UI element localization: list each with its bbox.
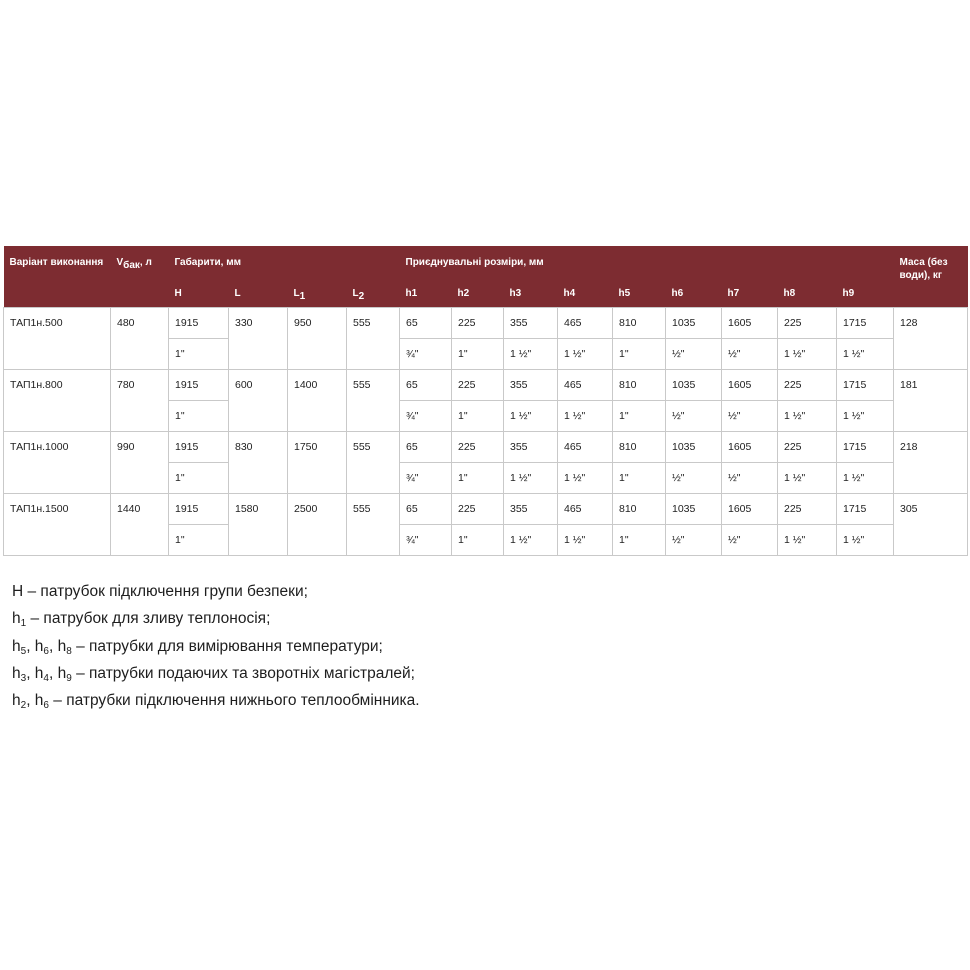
legend-subscript: 2 xyxy=(20,700,27,712)
h9-cell: 1715 xyxy=(837,370,894,401)
h4-cell: 465 xyxy=(558,370,613,401)
h8-cell: 225 xyxy=(778,370,837,401)
header-L2-letter: L xyxy=(352,288,359,299)
legend-line xyxy=(12,633,420,660)
h8-thread-cell: 1 ½" xyxy=(778,525,837,556)
h7-thread-cell: ½" xyxy=(722,401,778,432)
h8-cell: 225 xyxy=(778,308,837,339)
h4-thread-cell: 1 ½" xyxy=(558,401,613,432)
mass-cell: 218 xyxy=(894,432,968,494)
legend-notes xyxy=(12,578,420,714)
legend-line xyxy=(12,605,420,632)
legend-text: , h xyxy=(26,692,44,710)
h5-cell: 810 xyxy=(613,494,666,525)
legend-text: – патрубок підключення групи безпеки; xyxy=(23,583,308,600)
legend-text: h xyxy=(12,664,21,682)
h6-thread-cell: ½" xyxy=(666,525,722,556)
length2-cell: 555 xyxy=(347,370,400,432)
h7-thread-cell: ½" xyxy=(722,463,778,494)
specs-table-wrapper xyxy=(3,246,967,556)
h6-thread-cell: ½" xyxy=(666,339,722,370)
header-dimensions: Габарити, мм xyxy=(169,246,400,278)
volume-cell: 990 xyxy=(111,432,169,494)
table-row xyxy=(4,494,968,525)
h2-thread-cell: 1" xyxy=(452,463,504,494)
h2-cell: 225 xyxy=(452,432,504,463)
legend-line xyxy=(12,687,420,714)
legend-text: h xyxy=(12,692,21,710)
h4-cell: 465 xyxy=(558,494,613,525)
h1-thread-cell: ¾" xyxy=(400,463,452,494)
table-row xyxy=(4,370,968,401)
h3-cell: 355 xyxy=(504,494,558,525)
h5-thread-cell: 1" xyxy=(613,401,666,432)
header-L2-sub: 2 xyxy=(358,291,365,302)
h3-cell: 355 xyxy=(504,432,558,463)
header-L1-sub: 1 xyxy=(299,291,306,302)
h1-thread-cell: ¾" xyxy=(400,525,452,556)
header-h4: h4 xyxy=(558,278,613,308)
legend-text: – патрубки підключення нижнього теплообмінника. xyxy=(48,692,420,710)
mass-cell: 128 xyxy=(894,308,968,370)
h8-thread-cell: 1 ½" xyxy=(778,401,837,432)
table-row xyxy=(4,432,968,463)
specs-table-body xyxy=(4,308,968,556)
header-L2 xyxy=(347,278,400,308)
h6-thread-cell: ½" xyxy=(666,401,722,432)
header-H: H xyxy=(169,278,229,308)
h2-thread-cell: 1" xyxy=(452,401,504,432)
h9-cell: 1715 xyxy=(837,308,894,339)
h7-thread-cell: ½" xyxy=(722,525,778,556)
h5-cell: 810 xyxy=(613,370,666,401)
h8-cell: 225 xyxy=(778,494,837,525)
h7-cell: 1605 xyxy=(722,308,778,339)
h6-thread-cell: ½" xyxy=(666,463,722,494)
h8-thread-cell: 1 ½" xyxy=(778,339,837,370)
height-thread-cell: 1" xyxy=(169,525,229,556)
length2-cell: 555 xyxy=(347,494,400,556)
header-L: L xyxy=(229,278,288,308)
header-h3: h3 xyxy=(504,278,558,308)
legend-subscript: 1 xyxy=(20,618,27,630)
h7-thread-cell: ½" xyxy=(722,339,778,370)
variant-cell: ТАП1н.800 xyxy=(4,370,111,432)
legend-subscript: 6 xyxy=(43,700,49,712)
table-row xyxy=(4,308,968,339)
header-L1-letter: L xyxy=(293,288,300,299)
mass-cell: 305 xyxy=(894,494,968,556)
legend-text: – патрубки для вимірювання температури; xyxy=(71,637,383,655)
h5-cell: 810 xyxy=(613,308,666,339)
h9-cell: 1715 xyxy=(837,432,894,463)
height-cell: 1915 xyxy=(169,370,229,401)
h9-cell: 1715 xyxy=(837,494,894,525)
legend-line xyxy=(12,660,420,687)
legend-line xyxy=(12,578,420,605)
h6-cell: 1035 xyxy=(666,308,722,339)
h5-cell: 810 xyxy=(613,432,666,463)
h5-thread-cell: 1" xyxy=(613,339,666,370)
h8-cell: 225 xyxy=(778,432,837,463)
legend-subscript: 6 xyxy=(43,645,49,657)
legend-text: – патрубки подаючих та зворотніх магістралей; xyxy=(71,664,415,682)
height-cell: 1915 xyxy=(169,308,229,339)
header-variant: Варіант виконання xyxy=(4,246,111,308)
height-thread-cell: 1" xyxy=(169,401,229,432)
h7-cell: 1605 xyxy=(722,494,778,525)
legend-subscript: 9 xyxy=(66,672,72,684)
height-thread-cell: 1" xyxy=(169,463,229,494)
h2-cell: 225 xyxy=(452,494,504,525)
legend-text: , h xyxy=(48,637,67,655)
h2-cell: 225 xyxy=(452,370,504,401)
length-cell: 1580 xyxy=(229,494,288,556)
h9-thread-cell: 1 ½" xyxy=(837,339,894,370)
legend-subscript: 8 xyxy=(66,645,72,657)
legend-text: h xyxy=(12,637,21,655)
header-L1 xyxy=(288,278,347,308)
h3-thread-cell: 1 ½" xyxy=(504,401,558,432)
h3-thread-cell: 1 ½" xyxy=(504,463,558,494)
legend-subscript: 5 xyxy=(20,645,27,657)
length2-cell: 555 xyxy=(347,308,400,370)
legend-text: , h xyxy=(48,664,67,682)
header-connections: Приєднувальні розміри, мм xyxy=(400,246,894,278)
header-h1: h1 xyxy=(400,278,452,308)
header-h6: h6 xyxy=(666,278,722,308)
header-mass: Маса (без води), кг xyxy=(894,246,968,308)
h6-cell: 1035 xyxy=(666,494,722,525)
h4-cell: 465 xyxy=(558,308,613,339)
length1-cell: 950 xyxy=(288,308,347,370)
length2-cell: 555 xyxy=(347,432,400,494)
h1-cell: 65 xyxy=(400,308,452,339)
header-volume-letter: V xyxy=(116,257,124,268)
h1-thread-cell: ¾" xyxy=(400,401,452,432)
length-cell: 330 xyxy=(229,308,288,370)
volume-cell: 1440 xyxy=(111,494,169,556)
h2-cell: 225 xyxy=(452,308,504,339)
h6-cell: 1035 xyxy=(666,432,722,463)
header-volume-sub: бак xyxy=(123,260,140,271)
length1-cell: 1750 xyxy=(288,432,347,494)
header-h2: h2 xyxy=(452,278,504,308)
h9-thread-cell: 1 ½" xyxy=(837,401,894,432)
length1-cell: 2500 xyxy=(288,494,347,556)
h3-cell: 355 xyxy=(504,370,558,401)
h3-thread-cell: 1 ½" xyxy=(504,525,558,556)
volume-cell: 480 xyxy=(111,308,169,370)
length-cell: 830 xyxy=(229,432,288,494)
legend-text: , h xyxy=(26,637,44,655)
h1-cell: 65 xyxy=(400,432,452,463)
length1-cell: 1400 xyxy=(288,370,347,432)
height-thread-cell: 1" xyxy=(169,339,229,370)
h3-cell: 355 xyxy=(504,308,558,339)
header-h5: h5 xyxy=(613,278,666,308)
legend-subscript: 4 xyxy=(43,672,49,684)
h5-thread-cell: 1" xyxy=(613,525,666,556)
h7-cell: 1605 xyxy=(722,370,778,401)
h9-thread-cell: 1 ½" xyxy=(837,463,894,494)
legend-subscript: 3 xyxy=(20,672,27,684)
h6-cell: 1035 xyxy=(666,370,722,401)
length-cell: 600 xyxy=(229,370,288,432)
header-volume xyxy=(111,246,169,308)
legend-text: h xyxy=(12,610,21,628)
height-cell: 1915 xyxy=(169,494,229,525)
h5-thread-cell: 1" xyxy=(613,463,666,494)
h8-thread-cell: 1 ½" xyxy=(778,463,837,494)
mass-cell: 181 xyxy=(894,370,968,432)
variant-cell: ТАП1н.500 xyxy=(4,308,111,370)
h4-cell: 465 xyxy=(558,432,613,463)
variant-cell: ТАП1н.1500 xyxy=(4,494,111,556)
legend-text: H xyxy=(12,583,24,600)
h4-thread-cell: 1 ½" xyxy=(558,463,613,494)
h3-thread-cell: 1 ½" xyxy=(504,339,558,370)
h4-thread-cell: 1 ½" xyxy=(558,339,613,370)
h4-thread-cell: 1 ½" xyxy=(558,525,613,556)
header-volume-unit: , л xyxy=(139,257,152,268)
legend-text: – патрубок для зливу теплоносія; xyxy=(26,610,271,628)
header-h8: h8 xyxy=(778,278,837,308)
specs-table xyxy=(3,246,968,556)
header-h9: h9 xyxy=(837,278,894,308)
volume-cell: 780 xyxy=(111,370,169,432)
h2-thread-cell: 1" xyxy=(452,339,504,370)
variant-cell: ТАП1н.1000 xyxy=(4,432,111,494)
h2-thread-cell: 1" xyxy=(452,525,504,556)
header-h7: h7 xyxy=(722,278,778,308)
legend-text: , h xyxy=(26,664,44,682)
h1-thread-cell: ¾" xyxy=(400,339,452,370)
h1-cell: 65 xyxy=(400,494,452,525)
h7-cell: 1605 xyxy=(722,432,778,463)
height-cell: 1915 xyxy=(169,432,229,463)
h1-cell: 65 xyxy=(400,370,452,401)
h9-thread-cell: 1 ½" xyxy=(837,525,894,556)
